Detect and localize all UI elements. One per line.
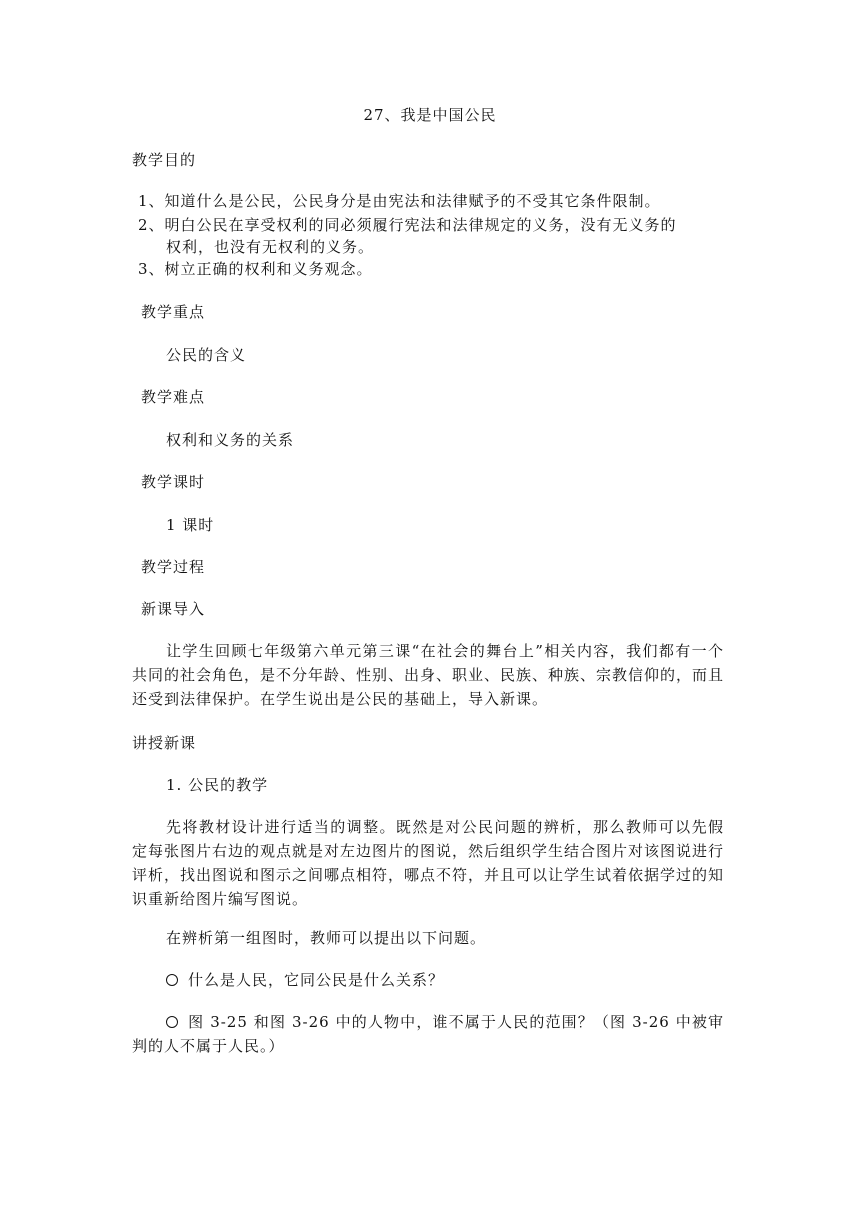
key-point-heading: 教学重点 [141,303,206,321]
objective-item-2-cont: 权利，也没有无权利的义务。 [166,238,375,256]
intro-heading: 新课导入 [141,600,206,618]
question-1-text: 什么是人民，它同公民是什么关系？ [188,971,445,989]
question-2-text: 图 3-25 和图 3-26 中的人物中，谁不属于人民的范围？（图 3-26 中被审判的人不属于人民。） [132,1013,724,1055]
section-1-paragraph: 先将教材设计进行适当的调整。既然是对公民问题的辨析，那么教师可以先假定每张图片右边的观点就是对左边图片的图说，然后组织学生结合图片对该图说进行评析，找出图说和图示之间哪点相符，哪点不符，并且可以让学生试着依据学过的知识重新给图片编写图说。 [132,818,725,908]
hours-text: 1 课时 [166,516,215,534]
page-title: 27、我是中国公民 [363,106,497,124]
difficulty-heading: 教学难点 [141,388,206,406]
objective-item-3: 3、树立正确的权利和义务观念。 [138,260,373,278]
section-1-heading: 1. 公民的教学 [166,776,269,794]
difficulty-text: 权利和义务的关系 [166,431,295,449]
hours-heading: 教学课时 [141,473,206,491]
question-1 [166,970,444,990]
circle-bullet-icon [166,1016,178,1028]
circle-bullet-icon [166,974,178,986]
process-heading: 教学过程 [141,558,206,576]
objective-item-2: 2、明白公民在享受权利的同必须履行宪法和法律规定的义务，没有无义务的 [138,216,677,234]
intro-paragraph: 让学生回顾七年级第六单元第三课“在社会的舞台上”相关内容，我们都有一个共同的社会角色，是不分年龄、性别、出身、职业、民族、种族、宗教信仰的，而且还受到法律保护。在学生说出是公民的基础上，导入新课。 [132,642,725,708]
group-1-text: 在辨析第一组图时，教师可以提出以下问题。 [166,929,487,947]
objective-item-1: 1、知道什么是公民，公民身分是由宪法和法律赋予的不受其它条件限制。 [138,192,661,210]
objectives-heading: 教学目的 [132,151,197,169]
question-2 [132,1010,724,1058]
teach-heading: 讲授新课 [132,734,197,752]
key-point-text: 公民的含义 [166,346,247,364]
